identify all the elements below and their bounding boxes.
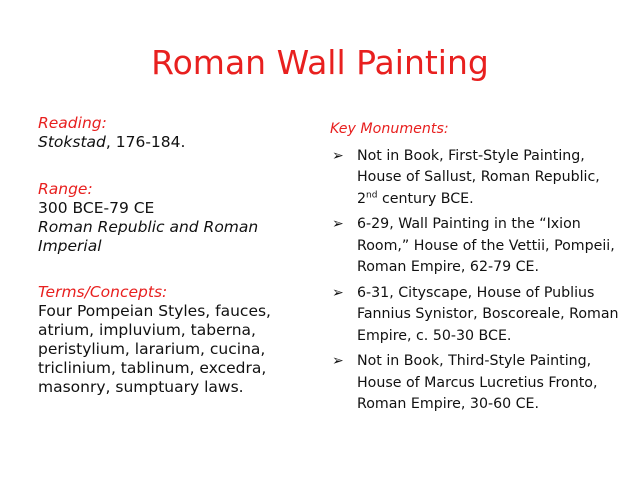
reading-pages: , 176-184. [105, 133, 186, 151]
arrowhead-bullet-icon: ➢ [332, 216, 344, 232]
monument-list [330, 146, 620, 416]
monument-text: 6-31, Cityscape, House of Publius Fannius Synistor, Boscoreale, Roman Empire, c. 50-30 BCE. [357, 284, 619, 344]
reading-author: Stokstad [38, 133, 106, 151]
monument-item [330, 283, 620, 348]
right-column [330, 119, 620, 420]
left-column [38, 114, 300, 397]
arrowhead-bullet-icon: ➢ [332, 353, 344, 369]
arrowhead-bullet-icon: ➢ [332, 284, 344, 301]
range-heading: Range: [38, 180, 93, 198]
reading-heading: Reading: [38, 114, 107, 132]
terms-heading: Terms/Concepts: [38, 283, 168, 301]
slide-title: Roman Wall Painting [151, 43, 489, 82]
range-dates: 300 BCE-79 CE [38, 199, 155, 217]
reading-citation [38, 133, 300, 152]
monument-text: Not in Book, First-Style Painting, House of Sallust, Roman Republic, 2 [357, 147, 600, 207]
monument-text: Not in Book, Third-Style Painting, House of Marcus Lucretius Fronto, Roman Empire, 30-60 CE. [357, 353, 598, 412]
arrowhead-bullet-icon: ➢ [332, 147, 344, 164]
monument-text: 6-29, Wall Painting in the “Ixion Room,” House of the Vettii, Pompeii, Roman Empire, 62-79 CE. [357, 216, 615, 275]
terms-text: Four Pompeian Styles, fauces, atrium, impluvium, taberna, peristylium, lararium, cucina, triclinium, tablinum, excedra, masonry, sumptuary laws. [38, 302, 271, 396]
range-periods: Roman Republic and Roman Imperial [38, 218, 259, 255]
monument-item [330, 146, 620, 211]
monument-text-tail: century BCE. [377, 190, 474, 207]
key-monuments-heading: Key Monuments: [330, 121, 449, 137]
monument-item [330, 351, 620, 416]
ordinal-superscript: nd [366, 189, 378, 200]
monument-item [330, 214, 620, 279]
